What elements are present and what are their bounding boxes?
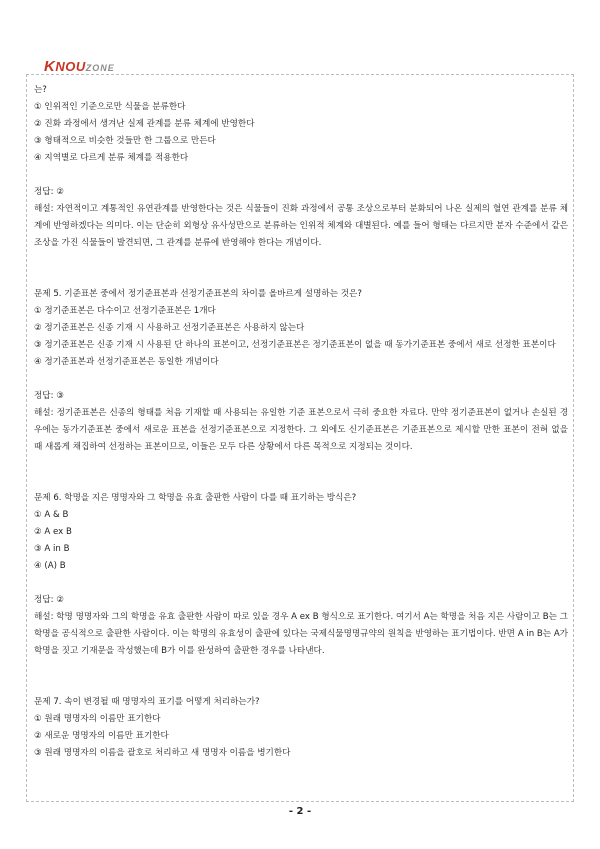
document-body xyxy=(34,82,568,762)
text-line: ④ (A) B xyxy=(34,561,66,571)
text-line: ① 원래 명명자의 이름만 표기한다 xyxy=(34,714,161,724)
text-line: ① 정기준표본은 다수이고 선정기준표본은 1개다 xyxy=(34,306,216,316)
section-spacer xyxy=(34,660,568,694)
spacer xyxy=(34,371,568,388)
spacer xyxy=(34,575,568,592)
text-line: ③ A in B xyxy=(34,544,70,554)
section-spacer xyxy=(34,252,568,286)
text-line: 정답: ③ xyxy=(34,391,64,401)
text-line: ④ 정기준표본과 선정기준표본은 동일한 개념이다 xyxy=(34,357,219,367)
spacer xyxy=(34,167,568,184)
text-line: ③ 원래 명명자의 이름을 괄호로 처리하고 새 명명자 이름을 병기한다 xyxy=(34,748,291,758)
text-line: 문제 7. 속이 변경될 때 명명자의 표기를 어떻게 처리하는가? xyxy=(34,697,260,707)
section-spacer xyxy=(34,456,568,490)
text-line: ① A & B xyxy=(34,510,69,520)
text-line: ② A ex B xyxy=(34,527,72,537)
logo-letter-k: K xyxy=(44,58,56,75)
logo-text-nou: NOU xyxy=(55,59,86,74)
text-line: ③ 형태적으로 비슷한 것들만 한 그룹으로 만든다 xyxy=(34,136,216,146)
paragraph: 해설: 자연적이고 계통적인 유연관계를 반영한다는 것은 식물들이 진화 과정에서 공통 조상으로부터 분화되어 나온 실제의 혈연 관계를 분류 체계에 반영하겠다는 의미다. 이는 단순히 외형상 유사성만으로 분류하는 인위적 체계와 대별된다. 예를 들어 형태는 다르지만 분자 수준에서 같은 조상을 가진 식물들이 발견되면, 그 관계를 분류에 반영해야 한다는 개념이다. xyxy=(34,204,568,248)
page-header xyxy=(26,48,574,74)
knouzone-logo xyxy=(44,58,115,75)
paragraph: 해설: 학명 명명자와 그의 학명을 유효 출판한 사람이 따로 있을 경우 A ex B 형식으로 표기한다. 여기서 A는 학명을 처음 지은 사람이고 B는 그 학명을 공식적으로 출판한 사람이다. 이는 학명의 유효성이 출판에 있다는 국제식물명명규약의 원칙을 반영하는 표기법이다. 반면 A in B는 A가 학명을 짓고 기재문을 작성했는데 B가 이를 완성하여 출판한 경우를 나타낸다. xyxy=(34,612,568,656)
text-line: ④ 지역별로 다르게 분류 체계를 적용한다 xyxy=(34,153,189,163)
text-line: ① 인위적인 기준으로만 식물을 분류한다 xyxy=(34,102,186,112)
text-line: 는? xyxy=(34,85,47,95)
text-line: 문제 5. 기준표본 중에서 정기준표본과 선정기준표본의 차이를 올바르게 설명하는 것은? xyxy=(34,289,362,299)
paragraph: 해설: 정기준표본은 신종의 형태를 처음 기재할 때 사용되는 유일한 기준 표본으로서 극히 중요한 자료다. 만약 정기준표본이 없거나 손실된 경우에는 동가기준표본 중에서 새로운 표본을 선정기준표본으로 지정한다. 그 외에도 신기준표본은 기준표본으로 제시할 만한 표본이 전혀 없을 때 새롭게 채집하여 선정하는 표본이므로, 이들은 모두 다른 상황에서 다른 목적으로 지정되는 것이다. xyxy=(34,408,568,452)
text-line: 정답: ② xyxy=(34,187,64,197)
text-line: ② 새로운 명명자의 이름만 표기한다 xyxy=(34,731,169,741)
logo-text-zone: ZONE xyxy=(85,63,115,73)
text-line: 문제 6. 학명을 지은 명명자와 그 학명을 유효 출판한 사람이 다를 때 표기하는 방식은? xyxy=(34,493,357,503)
text-line: 정답: ② xyxy=(34,595,64,605)
text-line: ② 진화 과정에서 생겨난 실제 관계를 분류 체계에 반영한다 xyxy=(34,119,255,129)
page-number: - 2 - xyxy=(288,806,312,817)
text-line: ② 정기준표본은 신종 기재 시 사용하고 선정기준표본은 사용하지 않는다 xyxy=(34,323,305,333)
paragraph: ③ 정기준표본은 신종 기재 시 사용된 단 하나의 표본이고, 선정기준표본은 정기준표본이 없을 때 동가기준표본 중에서 새로 선정한 표본이다 xyxy=(34,340,556,350)
